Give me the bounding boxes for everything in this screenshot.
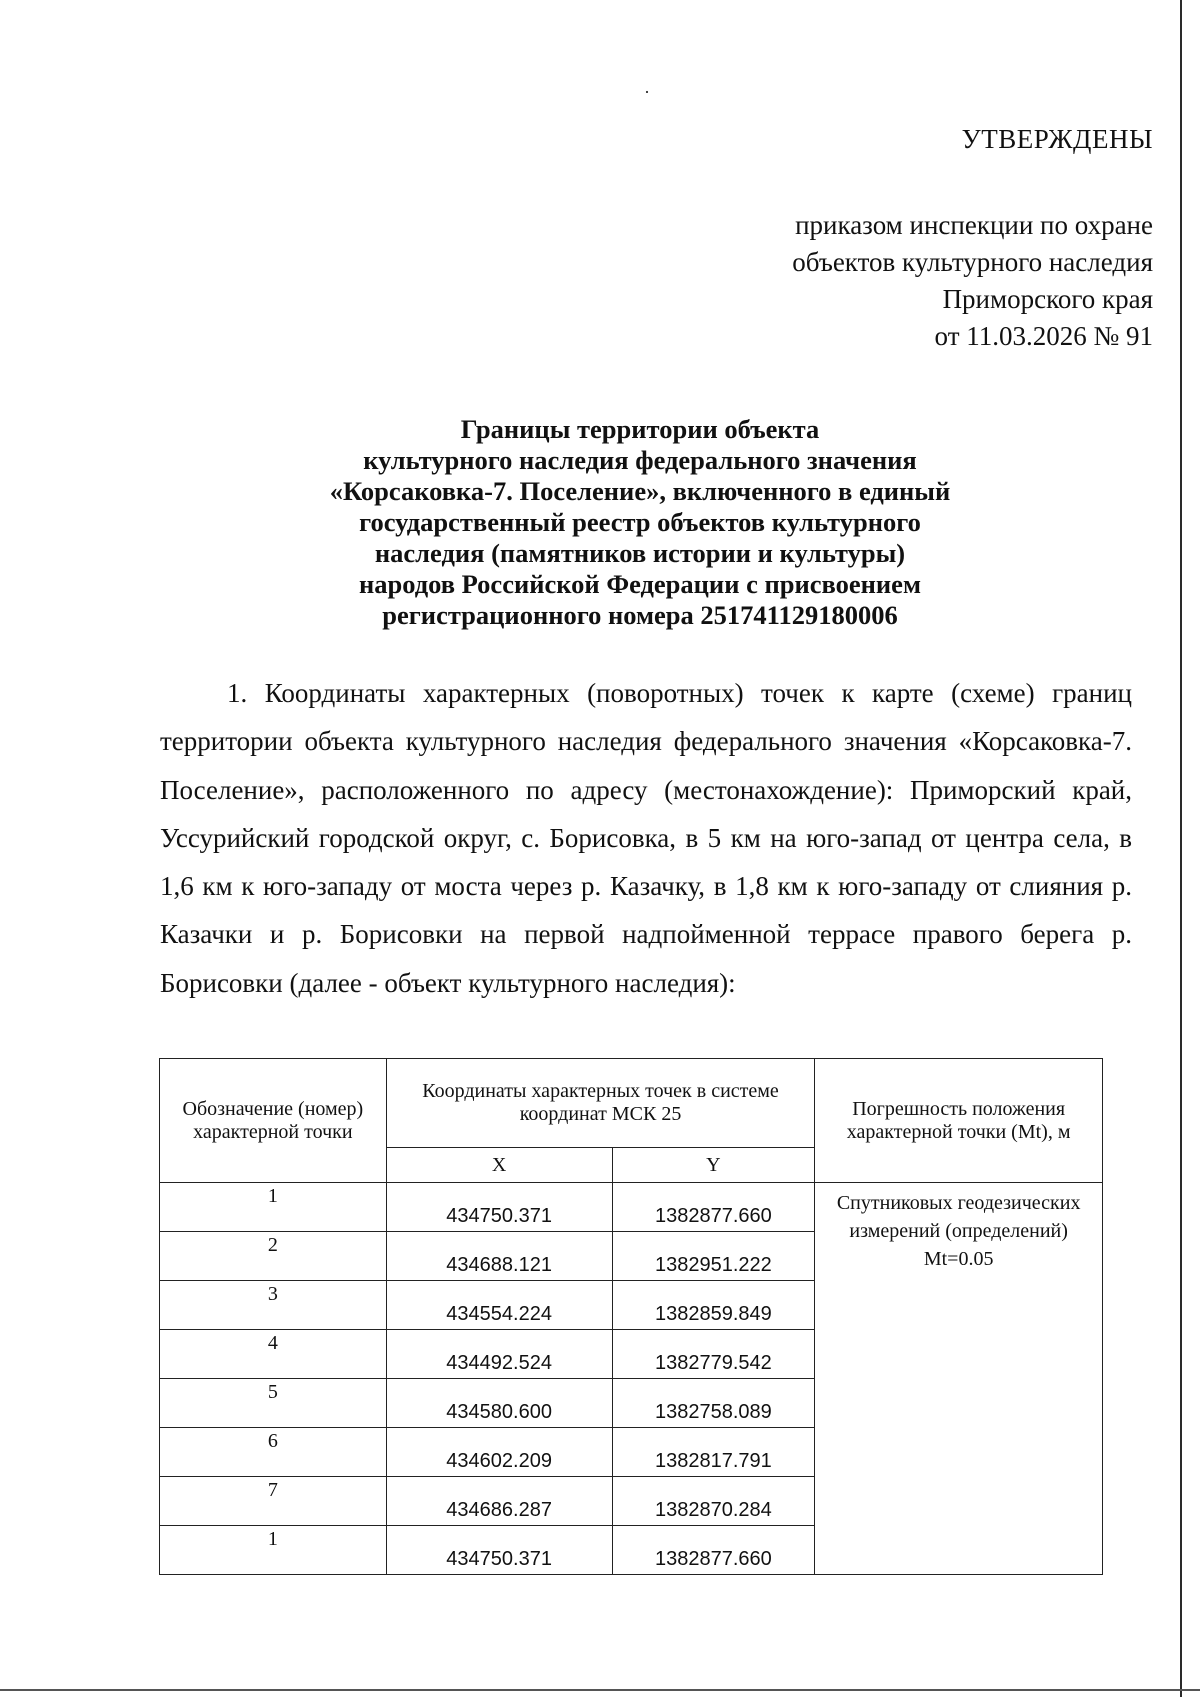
- point-number: 2: [160, 1232, 387, 1281]
- point-number: 5: [160, 1379, 387, 1428]
- coordinates-table: [159, 1058, 1103, 1575]
- coord-y: 1382758.089: [612, 1379, 815, 1428]
- title-line: культурного наследия федерального значения: [363, 445, 917, 475]
- coord-y: 1382877.660: [612, 1183, 815, 1232]
- approval-order-block: [792, 207, 1153, 355]
- coord-x: 434554.224: [386, 1281, 612, 1330]
- coord-x: 434686.287: [386, 1477, 612, 1526]
- header-x: X: [386, 1148, 612, 1183]
- header-accuracy: Погрешность положения характерной точки (Mt), м: [815, 1059, 1103, 1183]
- order-line: объектов культурного наследия: [792, 247, 1153, 277]
- title-line: наследия (памятников истории и культуры): [374, 538, 906, 568]
- document-title: [160, 414, 1120, 631]
- coord-x: 434750.371: [386, 1183, 612, 1232]
- coord-x: 434580.600: [386, 1379, 612, 1428]
- coord-x: 434492.524: [386, 1330, 612, 1379]
- header-coordinates: Координаты характерных точек в системе координат МСК 25: [386, 1059, 815, 1148]
- point-number: 4: [160, 1330, 387, 1379]
- order-line: приказом инспекции по охране: [795, 210, 1153, 240]
- header-point-number: Обозначение (номер) характерной точки: [160, 1059, 387, 1183]
- title-line: Границы территории объекта: [460, 414, 820, 444]
- coord-x: 434750.371: [386, 1526, 612, 1575]
- point-number: 1: [160, 1526, 387, 1575]
- approval-heading: УТВЕРЖДЕНЫ: [961, 124, 1153, 154]
- point-number: 7: [160, 1477, 387, 1526]
- scan-edge-bottom: [0, 1689, 1200, 1691]
- scan-speck: ·: [644, 82, 650, 102]
- coord-y: 1382859.849: [612, 1281, 815, 1330]
- point-number: 3: [160, 1281, 387, 1330]
- point-number: 6: [160, 1428, 387, 1477]
- coordinates-paragraph: 1. Координаты характерных (поворотных) точек к карте (схеме) границ территории объекта культурного наследия федерального значения «Корсаковка-7. Поселение», расположенного по адресу (местонахождение): Приморский край, Уссурийский городской округ, с. Борисовка, в 5 км на юго-запад от центра села, в 1,6 км к юго-западу от моста через р. Казачку, в 1,8 км к юго-западу от слияния р. Казачки и р. Борисовки на первой надпойменной террасе правого берега р. Борисовки (далее - объект культурного наследия):: [160, 678, 1132, 998]
- accuracy-value: Спутниковых геодезических измерений (определений) Mt=0.05: [815, 1183, 1103, 1575]
- scan-edge-right: [1180, 0, 1182, 1697]
- coord-y: 1382870.284: [612, 1477, 815, 1526]
- point-number: 1: [160, 1183, 387, 1232]
- coord-y: 1382817.791: [612, 1428, 815, 1477]
- coord-y: 1382951.222: [612, 1232, 815, 1281]
- header-y: Y: [612, 1148, 815, 1183]
- table-row: [160, 1183, 1103, 1232]
- coord-y: 1382877.660: [612, 1526, 815, 1575]
- coord-x: 434688.121: [386, 1232, 612, 1281]
- title-line: «Корсаковка-7. Поселение», включенного в единый: [329, 476, 951, 506]
- order-date-number: от 11.03.2026 № 91: [934, 321, 1153, 351]
- coord-x: 434602.209: [386, 1428, 612, 1477]
- title-line: народов Российской Федерации с присвоением: [358, 569, 921, 599]
- title-line: государственный реестр объектов культурного: [359, 507, 921, 537]
- order-line: Приморского края: [942, 284, 1153, 314]
- title-line: регистрационного номера 251741129180006: [382, 600, 898, 630]
- coord-y: 1382779.542: [612, 1330, 815, 1379]
